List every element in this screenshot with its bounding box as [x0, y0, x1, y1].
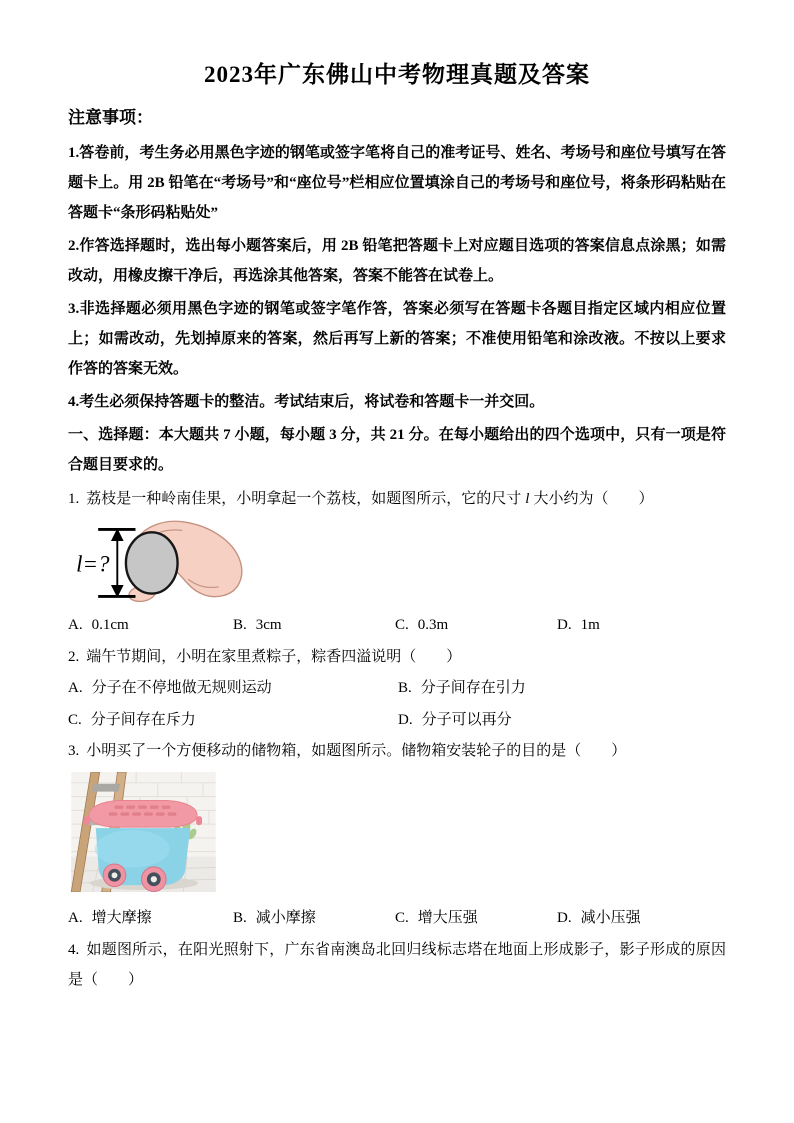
length-label: l=? [76, 551, 110, 577]
question-1-option-b: B. 3cm [233, 617, 282, 633]
length-variable: l [525, 491, 530, 507]
question-3-option-a: A. 增大摩擦 [68, 910, 152, 926]
question-1-option-c: C. 0.3m [395, 617, 449, 633]
question-2-option-c: C. 分子间存在斥力 [68, 712, 196, 728]
question-2-options-row-1 [68, 672, 726, 704]
lychee-figure [70, 518, 266, 606]
lychee-fruit [126, 532, 178, 593]
wheel-left-icon [103, 864, 126, 887]
measure-arrow [113, 530, 123, 595]
question-4-stem: 4. 如题图所示，在阳光照射下，广东省南澳岛北回归线标志塔在地面上形成影子，影子形成的原因是（ ） [68, 942, 726, 988]
storage-box-figure [70, 772, 217, 892]
notice-item-2: 2.作答选择题时，选出每小题答案后，用 2B 铅笔把答题卡上对应题目选项的答案信息点涂黑；如需改动，用橡皮擦干净后，再选涂其他答案，答案不能答在试卷上。 [68, 238, 726, 284]
question-3-stem: 3. 小明买了一个方便移动的储物箱，如题图所示。储物箱安装轮子的目的是（ ） [68, 743, 627, 759]
question-3-option-b: B. 减小摩擦 [233, 910, 316, 926]
question-2-option-b: B. 分子间存在引力 [398, 680, 526, 696]
question-1-stem: 1. 荔枝是一种岭南佳果，小明拿起一个荔枝，如题图所示，它的尺寸 l 大小约为（ ） [68, 491, 654, 507]
wheel-right-icon [142, 867, 167, 892]
question-2-option-d: D. 分子可以再分 [398, 712, 512, 728]
section-heading: 一、选择题：本大题共 7 小题，每小题 3 分，共 21 分。在每小题给出的四个选项中，只有一项是符合题目要求的。 [68, 427, 726, 473]
question-2-option-a: A. 分子在不停地做无规则运动 [68, 680, 272, 696]
notice-item-4: 4.考生必须保持答题卡的整洁。考试结束后，将试卷和答题卡一并交回。 [68, 394, 545, 410]
storage-box-lid [89, 801, 197, 828]
question-2-number: 2. [68, 649, 80, 665]
notice-heading: 注意事项： [68, 108, 153, 127]
question-3-option-c: C. 增大压强 [395, 910, 478, 926]
page-title: 2023年广东佛山中考物理真题及答案 [204, 62, 590, 87]
question-1-number: 1. [68, 491, 80, 507]
question-3-number: 3. [68, 743, 80, 759]
question-2-stem: 2. 端午节期间，小明在家里煮粽子，粽香四溢说明（ ） [68, 649, 462, 665]
question-1-options [68, 610, 726, 640]
question-1-option-a: A. 0.1cm [68, 617, 129, 633]
question-3-option-d: D. 减小压强 [557, 910, 641, 926]
notice-item-3: 3.非选择题必须用黑色字迹的钢笔或签字笔作答，答案必须写在答题卡各题目指定区域内相应位置上；如需改动，先划掉原来的答案，然后再写上新的答案；不准使用铅笔和涂改液。不按以上要求作答的答案无效。 [68, 301, 726, 377]
question-1-option-d: D. 1m [557, 617, 600, 633]
question-2-options-row-2 [68, 704, 726, 736]
box-highlight [95, 830, 170, 867]
question-4-number: 4. [68, 942, 80, 958]
question-3-options [68, 903, 726, 933]
notice-item-1: 1.答卷前，考生务必用黑色字迹的钢笔或签字笔将自己的准考证号、姓名、考场号和座位号填写在答题卡上。用 2B 铅笔在“考场号”和“座位号”栏相应位置填涂自己的考场号和座位号，将条形码粘贴在答题卡“条形码粘贴处” [68, 145, 726, 221]
